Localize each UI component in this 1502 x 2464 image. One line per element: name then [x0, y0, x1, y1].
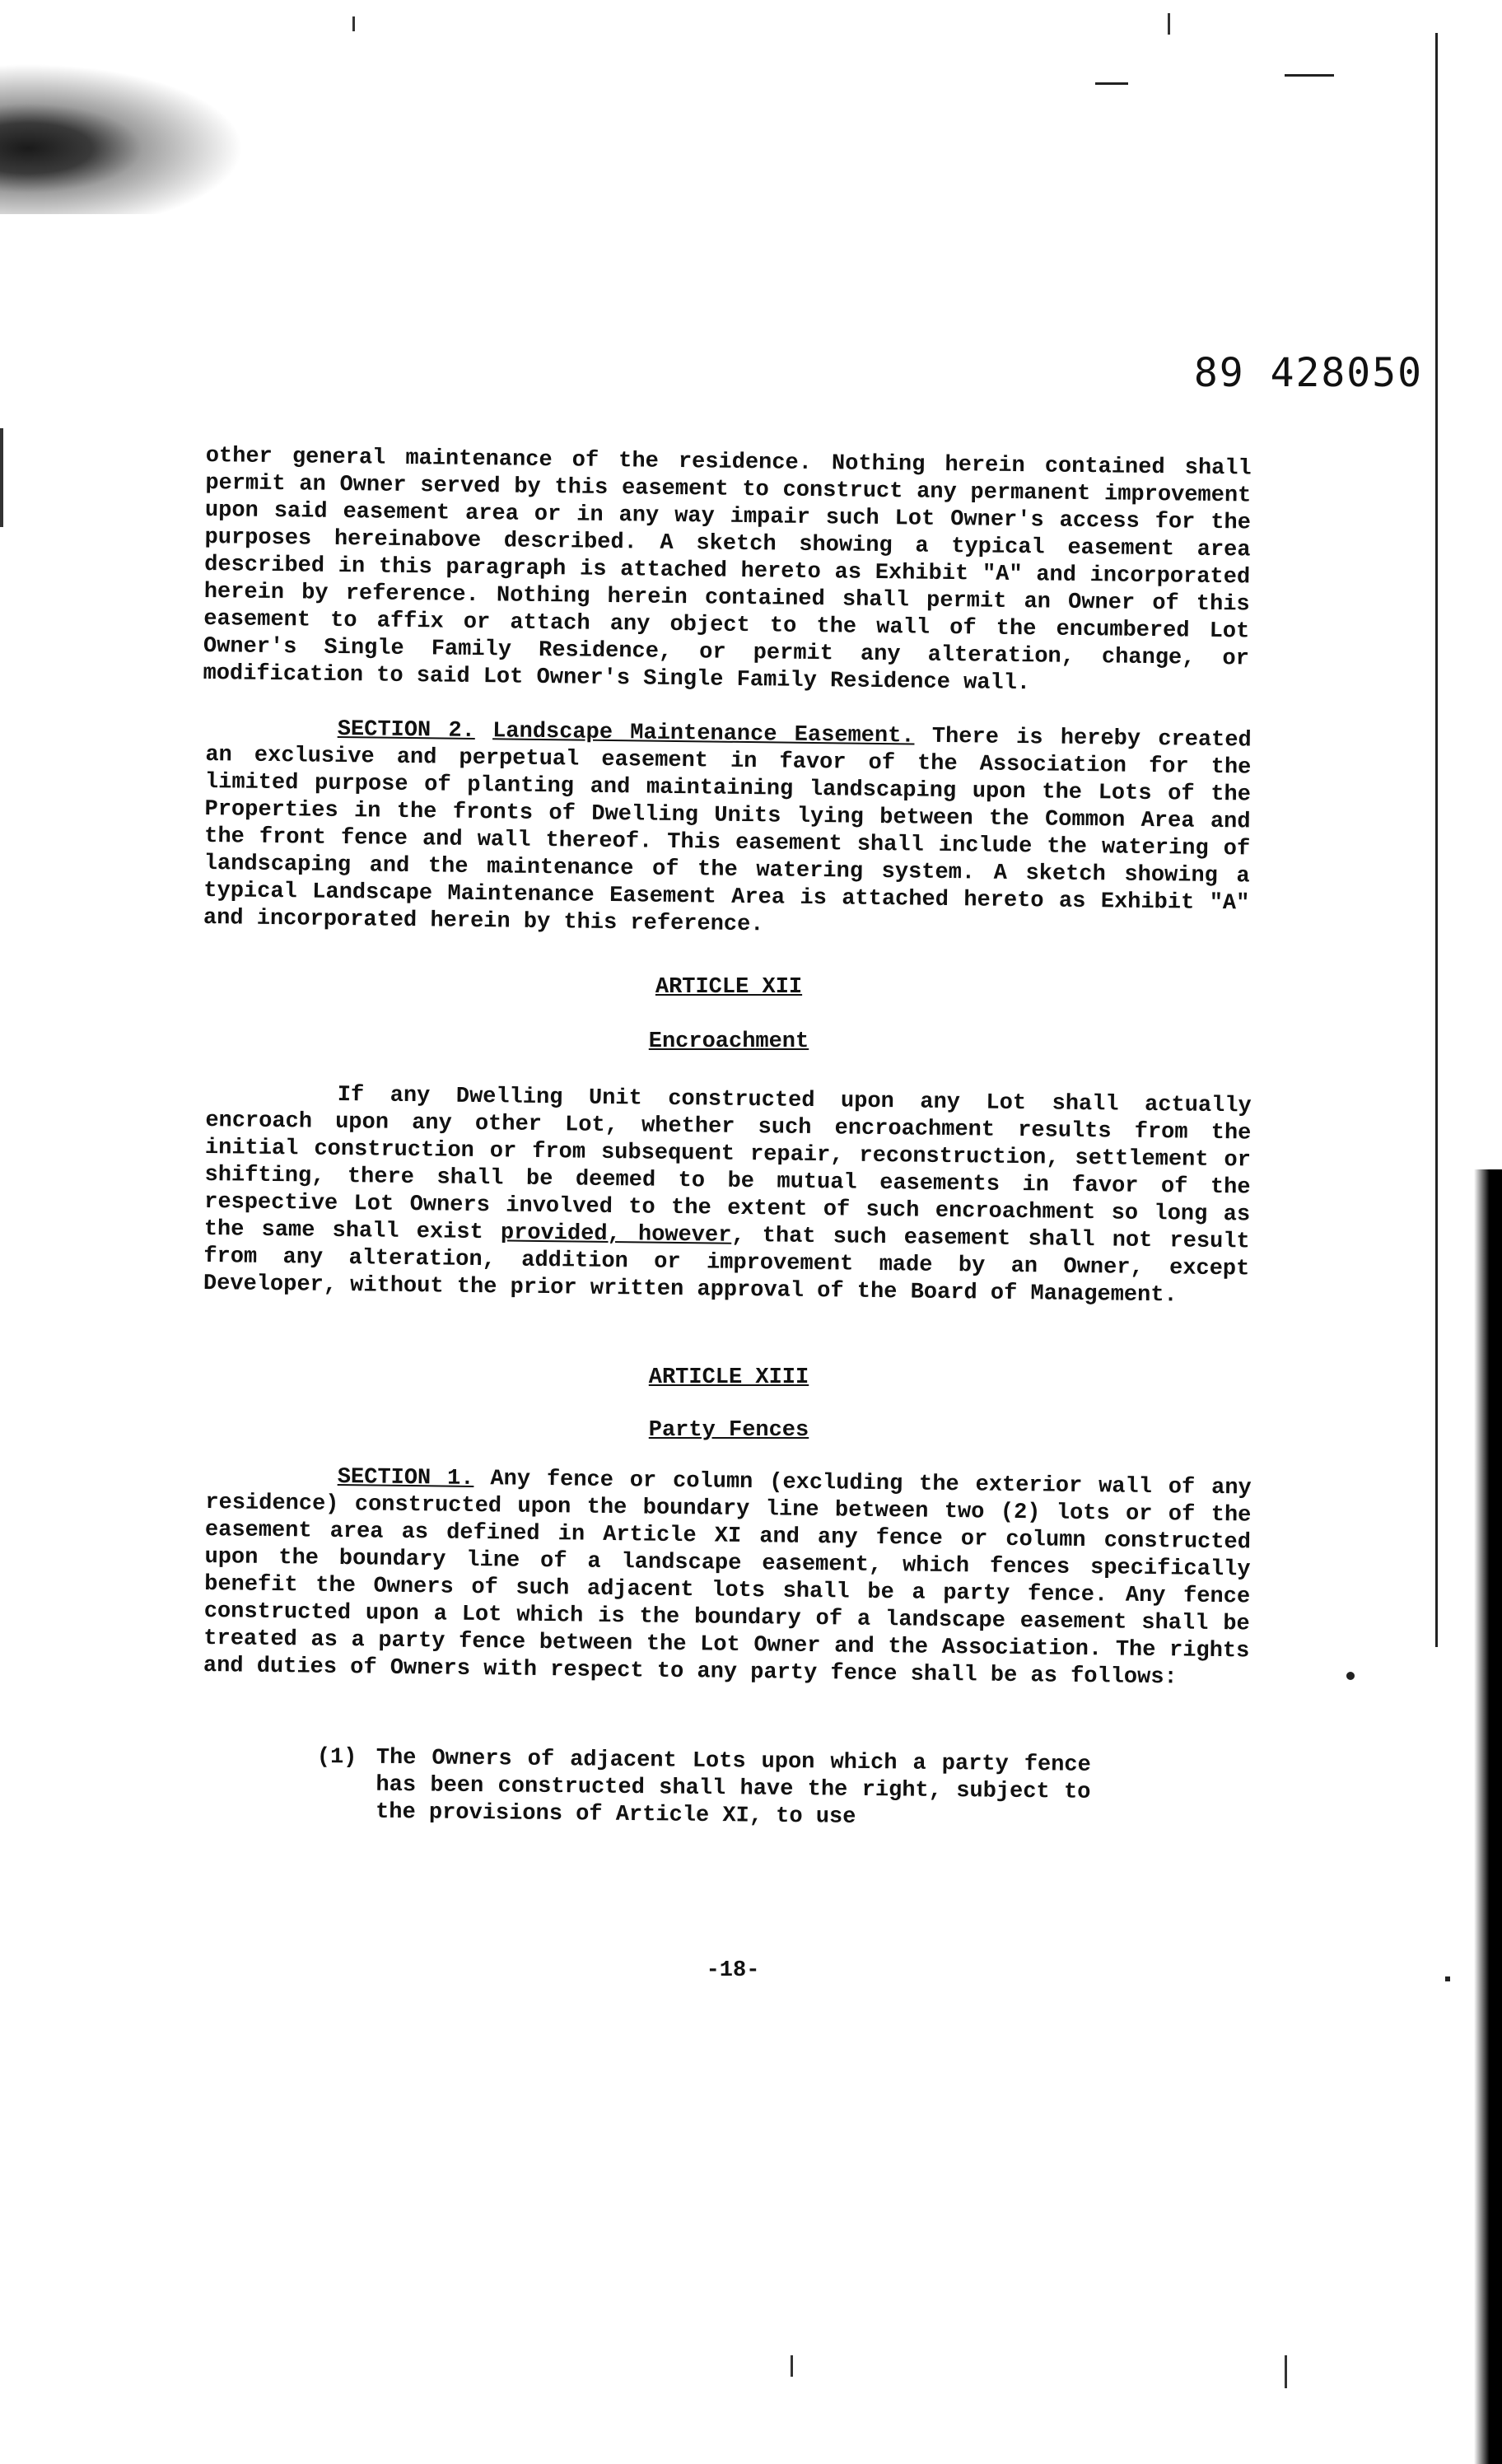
list-item	[316, 1744, 1091, 1834]
section-2-text	[203, 715, 1252, 945]
scan-speck	[1285, 2355, 1287, 2388]
scan-speck	[352, 16, 355, 31]
scan-speck	[1285, 74, 1334, 77]
list-item-text: The Owners of adjacent Lots upon which a party fence has been constructed shall have the right, subject to the provisions of Article XI, to use	[375, 1745, 1091, 1830]
scan-smudge	[0, 49, 280, 214]
section-2-body: There is hereby created an exclusive and perpetual easement in favor of the Association for the limited purpose of planting and maintaining landscaping upon the Lots of the Properties in the fronts of Dwelling Units lying between the Common Area and the front fence and wall thereof. This easement shall include the watering of landscaping and the maintenance of the watering system. A sketch showing a typical Landscape Maintenance Easement Area is attached hereto as Exhibit "A" and incorporated herein by this reference.	[203, 724, 1252, 938]
scan-speck	[1095, 82, 1128, 85]
page-number: -18-	[706, 1958, 760, 1983]
section-2-title: Landscape Maintenance Easement.	[492, 719, 915, 749]
article-13-section-1-body: Any fence or column (excluding the exterior wall of any residence) constructed upon the boundary line between two (2) lots or of the easement area as defined in Article XI and any fence or column constructed upon the boundary line of a landscape easement, which fences specifically benefit the Owners of such adjacent lots shall be a party fence. Any fence constructed upon a Lot which is the boundary of a landscape easement shall be treated as a party fence between the Lot Owner and the Association. The rights and duties of Owners with respect to any party fence shall be as follows:	[203, 1467, 1252, 1691]
section-2-label: SECTION 2.	[337, 716, 476, 744]
scan-edge-line-left	[0, 428, 3, 527]
article-12-paragraph	[203, 1080, 1252, 1310]
document-number: 89 428050	[1193, 350, 1423, 396]
article-12-body-before: If any Dwelling Unit constructed upon any Lot shall actually encroach upon any other Lot, whether such encroachment results from the initial construction or from subsequent repair, reconstruction, settlement or shifting, there shall be deemed to be mutual easements in favor of the respective Lot Owners involved to the extent of such encroachment so long as the same shall exist	[203, 1082, 1252, 1246]
continuation-text: other general maintenance of the residence. Nothing herein contained shall permit an Owner served by this easement to construct any permanent improvement upon said easement area or in any way impair such Lot Owner's access for the purposes hereinabove described. A sketch showing a typical easement area described in this paragraph is attached hereto as Exhibit "A" and incorporated herein by reference. Nothing herein contained shall permit an Owner of this easement to affix or attach any object to the wall of the encumbered Lot Owner's Single Family Residence, or permit any alteration, change, or modification to said Lot Owner's Single Family Residence wall.	[203, 443, 1252, 697]
list-item-number: (1)	[316, 1745, 357, 1771]
article-12-body-after: , that such easement shall not result from any alteration, addition or improvement made by an Owner, except Developer, without the prior written approval of the Board of Management.	[203, 1223, 1250, 1309]
continuation-paragraph	[203, 443, 1252, 700]
article-12-subheading: Encroachment	[648, 1029, 809, 1054]
article-13-section-1-paragraph	[203, 1463, 1252, 1692]
scan-speck	[791, 2355, 793, 2377]
article-12-emphasis: provided, however	[500, 1220, 732, 1248]
article-12-text	[203, 1080, 1252, 1310]
section-2-paragraph	[203, 715, 1252, 945]
scan-speck	[1168, 13, 1170, 35]
article-13-section-1-label: SECTION 1.	[337, 1464, 474, 1491]
scan-speck	[1445, 1976, 1450, 1981]
article-12-heading: ARTICLE XII	[655, 975, 803, 1000]
article-13-subheading: Party Fences	[648, 1418, 809, 1443]
article-13-section-1-text	[203, 1463, 1252, 1692]
scan-speck	[1346, 1672, 1355, 1680]
scan-edge-line	[1435, 33, 1438, 1647]
scan-edge-shadow	[1474, 1169, 1502, 2464]
article-13-heading: ARTICLE XIII	[648, 1365, 809, 1390]
